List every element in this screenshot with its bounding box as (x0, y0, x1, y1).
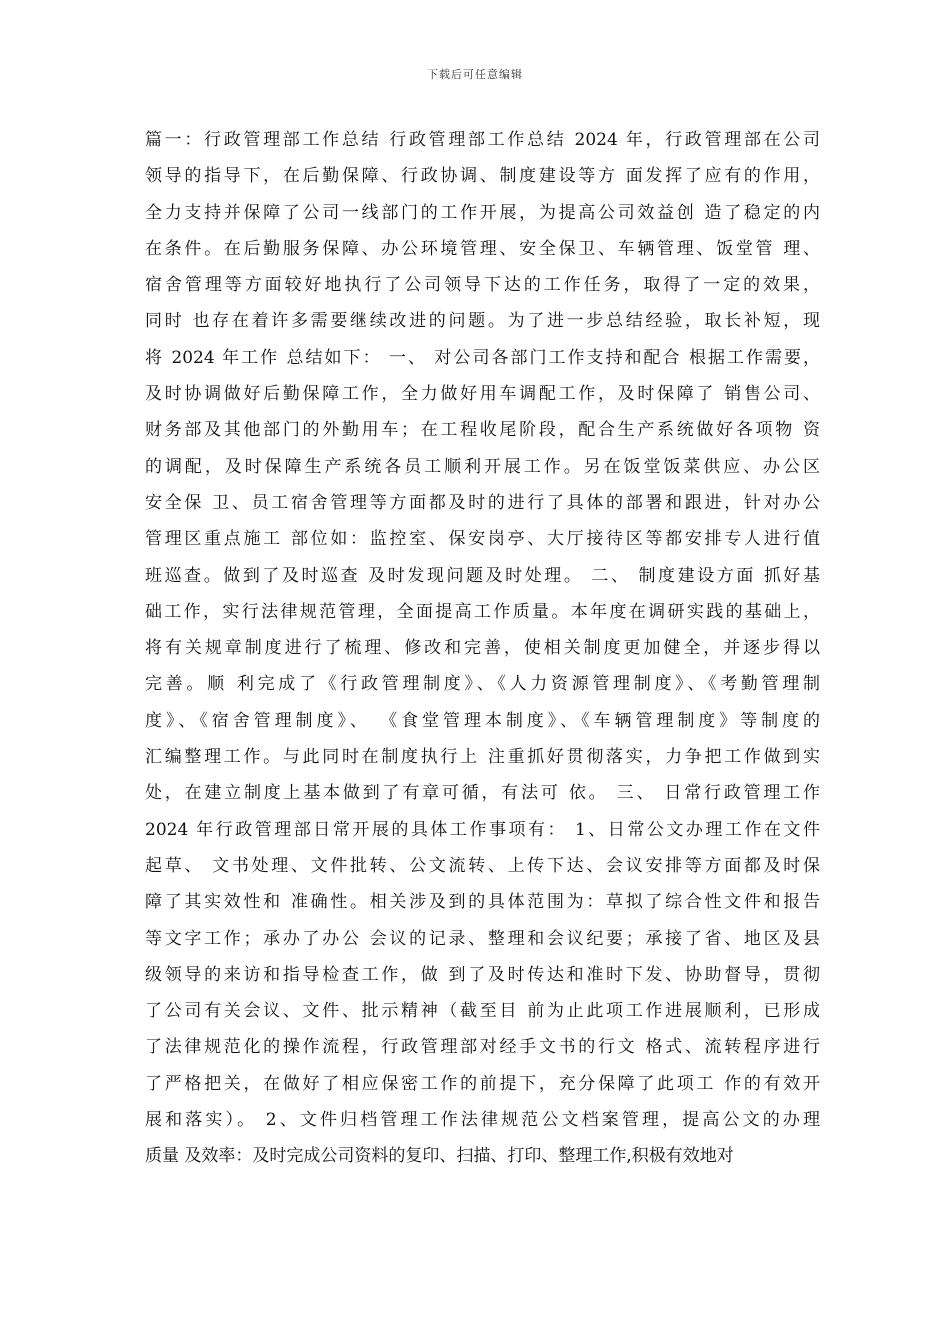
body-line: 将有关规章制度进行了梳理、修改和完善，使相关制度更加健全，并逐步得以 (145, 638, 820, 659)
body-line: 管理区重点施工 部位如：监控室、保安岗亭、大厅接待区等都安排专人进行值 (145, 529, 820, 550)
body-line: 领导的指导下，在后勤保障、行政协调、制度建设等方 面发挥了应有的作用， (145, 166, 820, 187)
body-line: 础工作，实行法律规范管理，全面提高工作质量。本年度在调研实践的基础上， (145, 601, 820, 622)
body-line: 及时协调做好后勤保障工作，全力做好用车调配工作，及时保障了 销售公司、 (145, 384, 820, 405)
body-line: 2024 年行政管理部日常开展的具体工作事项有： 1、日常公文办理工作在文件 (145, 819, 820, 840)
body-line: 起草、 文书处理、文件批转、公文流转、上传下达、会议安排等方面都及时保 (145, 855, 820, 876)
body-line: 班巡查。做到了及时巡查 及时发现问题及时处理。 二、 制度建设方面 抓好基 (145, 565, 820, 586)
body-line: 在条件。在后勤服务保障、办公环境管理、安全保卫、车辆管理、饭堂管 理、 (145, 238, 820, 259)
body-line: 全力支持并保障了公司一线部门的工作开展，为提高公司效益创 造了稳定的内 (145, 202, 820, 223)
body-line: 级领导的来访和指导检查工作，做 到了及时传达和准时下发、协助督导，贯彻 (145, 964, 820, 985)
body-line: 了公司有关会议、文件、批示精神（截至目 前为止此项工作进展顺利，已形成 (145, 1001, 820, 1022)
body-line: 安全保 卫、员工宿舍管理等方面都及时的进行了具体的部署和跟进，针对办公 (145, 492, 820, 513)
body-line: 障了其实效性和 准确性。相关涉及到的具体范围为：草拟了综合性文件和报告 (145, 892, 820, 913)
body-line: 了严格把关，在做好了相应保密工作的前提下，充分保障了此项工 作的有效开 (145, 1073, 820, 1094)
body-line: 宿舍管理等方面较好地执行了公司领导下达的工作任务，取得了一定的效果， (145, 275, 820, 296)
body-line: 篇一：行政管理部工作总结 行政管理部工作总结 2024 年，行政管理部在公司 (145, 130, 820, 150)
body-line: 了法律规范化的操作流程，行政管理部对经手文书的行文 格式、流转程序进行 (145, 1037, 820, 1058)
body-line: 汇编整理工作。与此同时在制度执行上 注重抓好贯彻落实，力争把工作做到实 (145, 747, 820, 768)
body-line: 完善。顺 利完成了《行政管理制度》、《人力资源管理制度》、《考勤管理制 (145, 674, 820, 695)
page-header: 下载后可任意编辑 (427, 68, 523, 81)
body-line: 处，在建立制度上基本做到了有章可循，有法可 依。 三、 日常行政管理工作 (145, 783, 820, 804)
body-line: 财务部及其他部门的外勤用车；在工程收尾阶段，配合生产系统做好各项物 资 (145, 420, 820, 441)
body-text (145, 122, 820, 1175)
body-line: 等文字工作；承办了办公 会议的记录、整理和会议纪要；承接了省、地区及县 (145, 928, 820, 949)
body-line: 展和落实）。 2、文件归档管理工作法律规范公文档案管理，提高公文的办理 (145, 1110, 820, 1131)
body-line: 将 2024 年工作 总结如下： 一、 对公司各部门工作支持和配合 根据工作需要， (145, 347, 820, 368)
body-line: 的调配，及时保障生产系统各员工顺利开展工作。另在饭堂饭菜供应、办公区 (145, 456, 820, 477)
body-line: 质量 及效率：及时完成公司资料的复印、扫描、打印、整理工作,积极有效地对 (145, 1146, 734, 1167)
body-line: 度》、《宿舍管理制度》、 《食堂管理本制度》、《车辆管理制度》等制度的 (145, 710, 820, 731)
body-line: 同时 也存在着许多需要继续改进的问题。为了进一步总结经验，取长补短，现 (145, 311, 820, 332)
